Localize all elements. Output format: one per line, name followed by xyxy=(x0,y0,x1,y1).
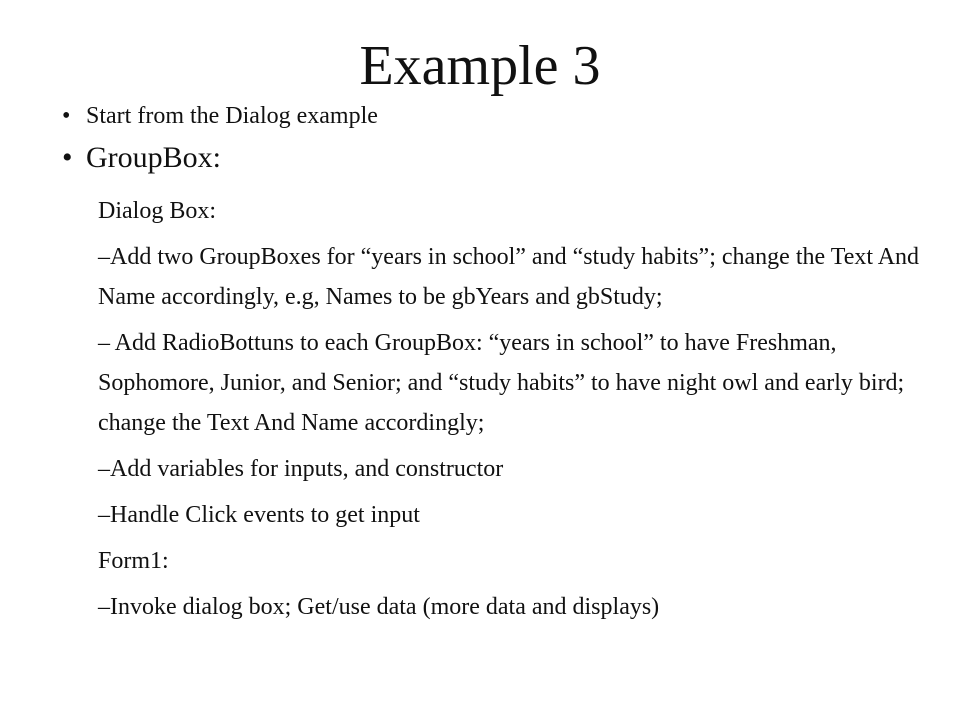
sub-item-invoke-dialog: –Invoke dialog box; Get/use data (more data and displays) xyxy=(98,594,660,620)
bullet-dot-icon: • xyxy=(62,141,73,174)
sub-item-dialog-box: Dialog Box: xyxy=(98,198,216,224)
sub-item-add-groupboxes: –Add two GroupBoxes for “years in school” and “study habits”; change the Text And Name accordingly, e.g, Names to be gbYears and gbStudy; xyxy=(98,244,920,310)
bullet-text: GroupBox: xyxy=(86,141,221,174)
sub-item-add-variables: –Add variables for inputs, and constructor xyxy=(98,456,504,482)
bullet-start-from-dialog xyxy=(62,98,922,134)
bullet-dot-icon: • xyxy=(62,103,71,129)
slide-title: Example 3 xyxy=(359,35,601,97)
sub-item-form1: Form1: xyxy=(98,548,169,574)
slide-content xyxy=(62,98,922,633)
bullet-text: Start from the Dialog example xyxy=(86,103,378,129)
sub-item-add-radiobuttons: – Add RadioBottuns to each GroupBox: “years in school” to have Freshman, Sophomore, Junior, and Senior; and “study habits” to have night owl and early bird; change the Text And Name accordingly; xyxy=(98,330,905,436)
sub-item-handle-click: –Handle Click events to get input xyxy=(98,502,420,528)
bullet-groupbox xyxy=(62,137,922,179)
